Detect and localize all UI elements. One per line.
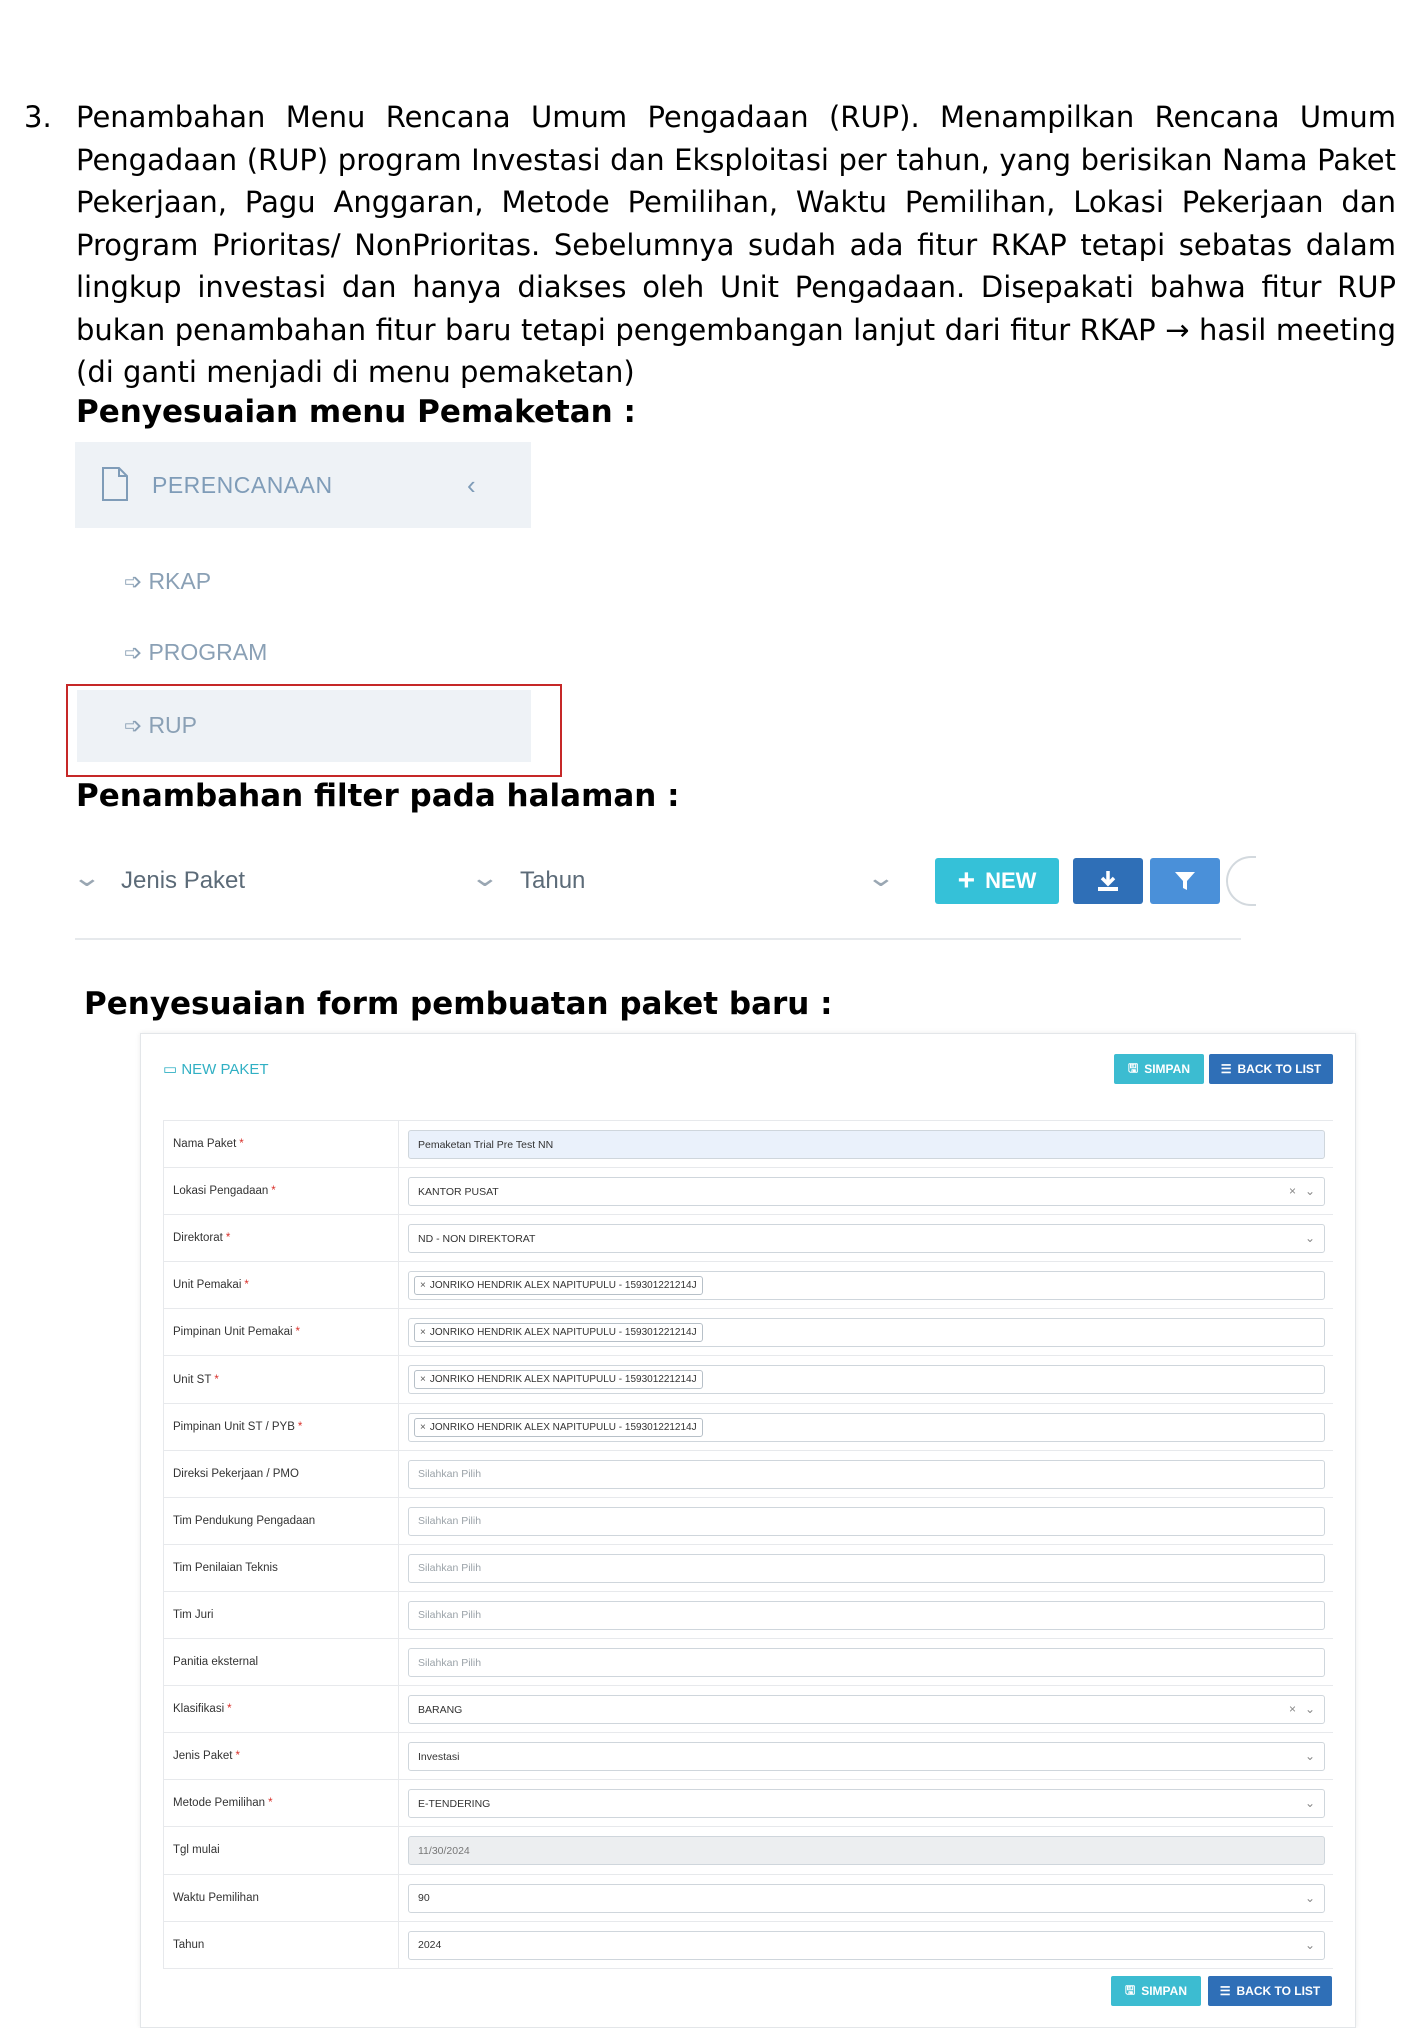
red-highlight-box (66, 684, 562, 777)
placeholder-text: Silahkan Pilih (418, 1468, 482, 1481)
selected-tag (414, 1323, 703, 1342)
sidebar-item-label: RUP (148, 712, 197, 738)
required-mark: * (271, 1185, 276, 1198)
tim-juri-multiselect[interactable] (408, 1601, 1325, 1630)
tag-label: JONRIKO HENDRIK ALEX NAPITUPULU - 159301221214J (429, 1327, 697, 1339)
filter-jenis-paket[interactable]: Jenis Paket (121, 867, 246, 894)
required-mark: * (214, 1373, 219, 1386)
label-text: Nama Paket (173, 1138, 237, 1151)
direksi-pekerjaan-multiselect[interactable] (408, 1460, 1325, 1489)
unit-pemakai-multiselect[interactable] (408, 1271, 1325, 1300)
chevron-down-icon[interactable]: ⌄ (1304, 1184, 1315, 1199)
tahun-select[interactable] (408, 1931, 1325, 1960)
back-label: BACK TO LIST (1237, 1062, 1322, 1076)
tgl-mulai-input (408, 1836, 1325, 1865)
placeholder-text: Silahkan Pilih (418, 1609, 482, 1622)
tag-label: JONRIKO HENDRIK ALEX NAPITUPULU - 159301221214J (429, 1280, 697, 1292)
field-label (163, 1498, 399, 1544)
tgl-mulai-value: 11/30/2024 (418, 1844, 470, 1857)
selected-tag (414, 1418, 703, 1437)
form-row-waktu-pemilihan (163, 1875, 1333, 1922)
label-text: Metode Pemilihan (173, 1797, 266, 1810)
label-text: Lokasi Pengadaan (173, 1185, 269, 1198)
jenis-paket-select[interactable] (408, 1742, 1325, 1771)
pimpinan-unit-st-multiselect[interactable] (408, 1413, 1325, 1442)
field-label (163, 1875, 399, 1921)
tim-pendukung-multiselect[interactable] (408, 1507, 1325, 1536)
field-label (163, 1922, 399, 1968)
label-text: Tim Juri (173, 1608, 214, 1621)
lokasi-value: KANTOR PUSAT (418, 1185, 499, 1198)
field-label (163, 1592, 399, 1638)
required-mark: * (268, 1797, 273, 1810)
required-mark: * (235, 1750, 240, 1763)
field-label (163, 1639, 399, 1685)
field-label (163, 1733, 399, 1779)
form-row-panitia-eksternal (163, 1639, 1333, 1686)
more-button-edge[interactable] (1226, 856, 1256, 906)
label-text: Panitia eksternal (173, 1656, 259, 1669)
document-icon (101, 466, 129, 502)
chevron-down-icon[interactable]: ⌄ (1304, 1796, 1315, 1811)
chevron-down-icon[interactable]: ⌄ (1304, 1749, 1315, 1764)
filter-divider (75, 938, 1241, 940)
form-table (163, 1120, 1333, 1969)
form-title (163, 1060, 269, 1078)
form-row-lokasi-pengadaan (163, 1168, 1333, 1215)
chevron-down-icon[interactable]: ⌄ (1304, 1231, 1315, 1246)
tag-label: JONRIKO HENDRIK ALEX NAPITUPULU - 159301221214J (429, 1374, 697, 1386)
field-label (163, 1780, 399, 1826)
chevron-down-icon[interactable]: ⌄ (1304, 1890, 1315, 1905)
tahun-value: 2024 (418, 1939, 442, 1952)
klasifikasi-value: BARANG (418, 1703, 463, 1716)
label-text: Direktorat (173, 1232, 223, 1245)
label-text: Tim Pendukung Pengadaan (173, 1514, 316, 1527)
panitia-eksternal-multiselect[interactable] (408, 1648, 1325, 1677)
label-text: Pimpinan Unit Pemakai (173, 1326, 293, 1339)
chevron-down-icon[interactable]: ⌄ (71, 862, 103, 892)
chevron-down-icon[interactable]: ⌄ (469, 862, 501, 892)
save-icon: 🖫 (1127, 1060, 1139, 1075)
label-text: Tgl mulai (173, 1844, 220, 1857)
form-row-tim-penilaian (163, 1545, 1333, 1592)
sign-in-icon: ➩ (124, 569, 143, 594)
waktu-pemilihan-select[interactable] (408, 1884, 1325, 1913)
placeholder-text: Silahkan Pilih (418, 1656, 482, 1669)
back-to-list-button[interactable] (1209, 1054, 1333, 1084)
form-row-unit-pemakai (163, 1262, 1333, 1309)
label-text: Waktu Pemilihan (173, 1891, 259, 1904)
save-label: SIMPAN (1141, 1984, 1187, 1998)
field-label (163, 1827, 399, 1873)
sidebar-item-rkap[interactable] (124, 568, 211, 595)
form-row-nama-paket (163, 1121, 1333, 1168)
chevron-down-icon[interactable]: ⌄ (865, 862, 897, 892)
clear-icon[interactable]: × (1288, 1702, 1296, 1717)
filter-tahun[interactable]: Tahun (520, 867, 586, 894)
placeholder-text: Silahkan Pilih (418, 1562, 482, 1575)
sign-in-icon: ➩ (124, 713, 143, 738)
tag-label: JONRIKO HENDRIK ALEX NAPITUPULU - 159301221214J (429, 1421, 697, 1433)
required-mark: * (239, 1138, 244, 1151)
field-label (163, 1545, 399, 1591)
metode-pemilihan-select[interactable] (408, 1789, 1325, 1818)
filter-icon (1173, 869, 1197, 893)
field-label (163, 1404, 399, 1450)
label-text: Tahun (173, 1938, 205, 1951)
save-button-bottom[interactable] (1111, 1976, 1201, 2006)
sidebar-item-program[interactable] (124, 639, 267, 666)
label-text: Direksi Pekerjaan / PMO (173, 1467, 299, 1480)
required-mark: * (295, 1326, 301, 1339)
unit-st-multiselect[interactable] (408, 1365, 1325, 1394)
selected-tag (414, 1370, 703, 1389)
form-title-text: NEW PAKET (181, 1061, 269, 1078)
direktorat-value: ND - NON DIREKTORAT (418, 1232, 536, 1245)
new-paket-form (140, 1033, 1356, 2028)
label-text: Tim Penilaian Teknis (173, 1561, 278, 1574)
required-mark: * (244, 1279, 249, 1292)
form-row-direktorat (163, 1215, 1333, 1262)
remove-tag-icon[interactable]: × (420, 1327, 426, 1339)
jenis-paket-value: Investasi (418, 1750, 460, 1763)
save-label: SIMPAN (1144, 1062, 1190, 1076)
list-icon: ☰ (1220, 1062, 1232, 1076)
form-row-unit-st (163, 1356, 1333, 1403)
sign-in-icon: ➩ (124, 640, 143, 665)
paragraph-text: Penambahan Menu Rencana Umum Pengadaan (RUP). Menampilkan Rencana Umum Pengadaan (RUP) program Investasi dan Eksploitasi per tahun, yang berisikan Nama Paket Pekerjaan, Pagu Anggaran, Metode Pemilihan, Waktu Pemilihan, Lokasi Pekerjaan dan Program Prioritas/ NonPrioritas. Sebelumnya sudah ada fitur RKAP tetapi sebatas dalam lingkup investasi dan hanya diakses oleh Unit Pengadaan. Disepakati bahwa fitur RUP bukan penambahan fitur baru tetapi pengembangan lanjut dari fitur RKAP → hasil meeting (di ganti menjadi di menu pemaketan) (76, 100, 1396, 389)
back-to-list-button-bottom[interactable] (1208, 1976, 1332, 2006)
placeholder-text: Silahkan Pilih (418, 1515, 482, 1528)
heading-form: Penyesuaian form pembuatan paket baru : (84, 986, 833, 1022)
field-label (163, 1686, 399, 1732)
label-text: Klasifikasi (173, 1703, 225, 1716)
remove-tag-icon[interactable]: × (420, 1374, 426, 1386)
required-mark: * (227, 1703, 232, 1716)
tim-penilaian-multiselect[interactable] (408, 1554, 1325, 1583)
back-label: BACK TO LIST (1236, 1984, 1321, 1998)
metode-value: E-TENDERING (418, 1797, 491, 1810)
form-row-klasifikasi (163, 1686, 1333, 1733)
plus-icon: + (957, 864, 976, 897)
filter-button[interactable] (1150, 858, 1220, 904)
form-row-tgl-mulai (163, 1827, 1333, 1874)
selected-tag (414, 1276, 703, 1295)
clear-icon[interactable]: × (1288, 1184, 1296, 1199)
nama-paket-value: Pemaketan Trial Pre Test NN (418, 1138, 554, 1151)
klasifikasi-select[interactable] (408, 1695, 1325, 1724)
download-icon (1095, 868, 1121, 894)
sidebar-group-perencanaan[interactable] (75, 442, 531, 528)
new-button[interactable] (935, 858, 1059, 904)
sidebar-group-label: PERENCANAAN (152, 472, 333, 498)
form-row-metode-pemilihan (163, 1780, 1333, 1827)
sidebar-item-label: PROGRAM (148, 639, 268, 665)
waktu-value: 90 (418, 1892, 430, 1904)
label-text: Jenis Paket (173, 1750, 233, 1763)
field-label (163, 1309, 399, 1355)
field-label (163, 1356, 399, 1402)
chevron-down-icon[interactable]: ⌄ (1304, 1702, 1315, 1717)
form-row-pimpinan-unit-pemakai (163, 1309, 1333, 1356)
remove-tag-icon[interactable]: × (420, 1421, 426, 1433)
save-icon: 🖫 (1124, 1982, 1136, 1997)
remove-tag-icon[interactable]: × (420, 1280, 426, 1292)
field-label (163, 1451, 399, 1497)
chevron-down-icon[interactable]: ⌄ (1304, 1937, 1315, 1952)
comment-icon: ▭ (163, 1061, 182, 1078)
form-row-pimpinan-unit-st (163, 1404, 1333, 1451)
form-row-tim-pendukung (163, 1498, 1333, 1545)
form-row-tahun (163, 1922, 1333, 1969)
field-label (163, 1121, 399, 1167)
required-mark: * (297, 1420, 303, 1433)
item-number: 3. (24, 100, 52, 134)
label-text: Unit ST (173, 1373, 212, 1386)
form-row-direksi-pekerjaan (163, 1451, 1333, 1498)
pimpinan-unit-pemakai-multiselect[interactable] (408, 1318, 1325, 1347)
field-label (163, 1215, 399, 1261)
field-label (163, 1262, 399, 1308)
heading-menu: Penyesuaian menu Pemaketan : (76, 394, 636, 430)
form-row-tim-juri (163, 1592, 1333, 1639)
nama-paket-input[interactable] (408, 1130, 1325, 1159)
chevron-left-icon[interactable]: ‹ (467, 470, 476, 500)
sidebar-item-label: RKAP (148, 568, 212, 594)
label-text: Pimpinan Unit ST / PYB (173, 1420, 295, 1433)
form-row-jenis-paket (163, 1733, 1333, 1780)
field-label (163, 1168, 399, 1214)
label-text: Unit Pemakai (173, 1279, 242, 1292)
list-icon: ☰ (1219, 1984, 1231, 1998)
heading-filter: Penambahan filter pada halaman : (76, 778, 680, 814)
new-button-label: NEW (985, 868, 1037, 893)
lokasi-pengadaan-select[interactable] (408, 1177, 1325, 1206)
download-button[interactable] (1073, 858, 1143, 904)
required-mark: * (225, 1232, 231, 1245)
direktorat-select[interactable] (408, 1224, 1325, 1253)
save-button[interactable] (1114, 1054, 1204, 1084)
